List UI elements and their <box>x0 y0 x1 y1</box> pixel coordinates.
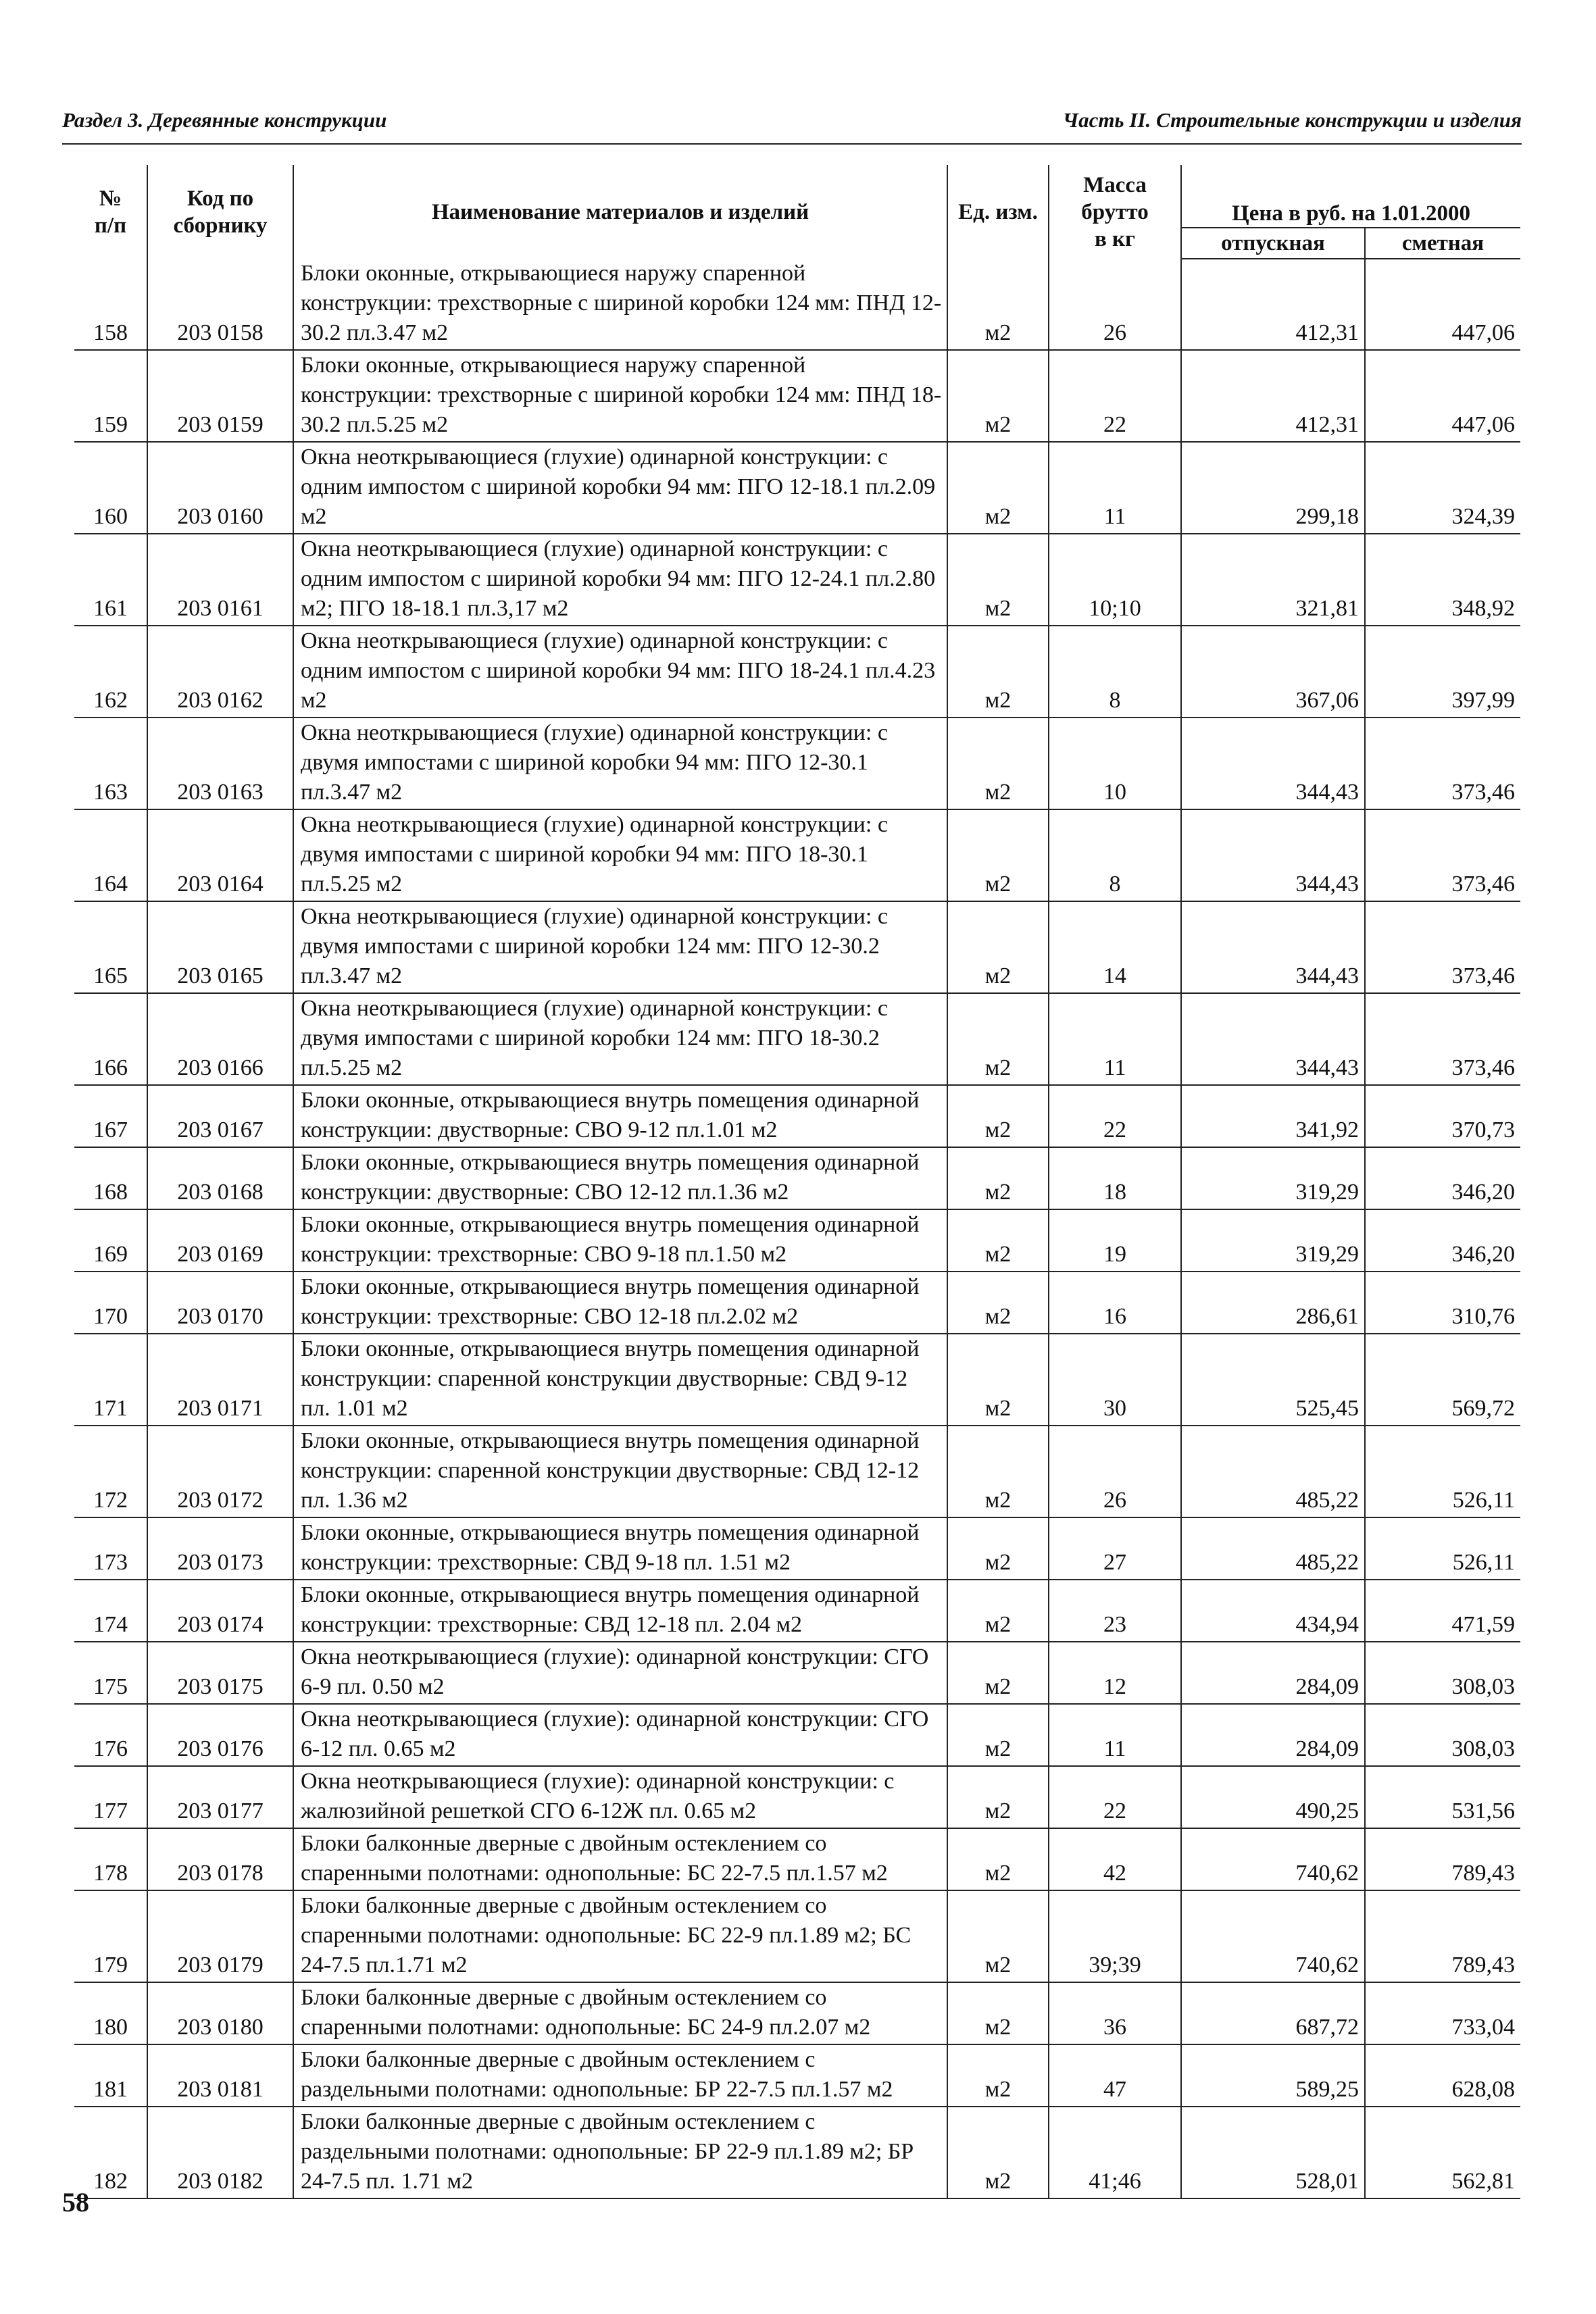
table-row <box>74 1580 1520 1642</box>
section-title: Раздел 3. Деревянные конструкции <box>62 108 387 132</box>
row-price-estimate: 370,73 <box>1451 1117 1515 1142</box>
row-number: 167 <box>74 1085 147 1147</box>
row-mass: 22 <box>1049 1766 1181 1828</box>
row-unit: м2 <box>947 1580 1049 1642</box>
price-table <box>74 165 1520 2199</box>
row-name: Окна неоткрывающиеся (глухие) одинарной конструкции: с одним импостом с шириной коробки 94 мм: ПГО 12-24.1 пл.2.80 м2; ПГО 18-18.1 пл.3,17 м2 <box>293 534 947 626</box>
part-title: Часть II. Строительные конструкции и изделия <box>1062 108 1522 132</box>
row-mass: 12 <box>1049 1642 1181 1704</box>
row-mass: 8 <box>1049 626 1181 718</box>
row-mass: 41;46 <box>1049 2107 1181 2198</box>
row-mass: 30 <box>1049 1334 1181 1426</box>
row-price-release: 490,25 <box>1181 1766 1365 1828</box>
table-body <box>74 259 1520 2198</box>
row-unit: м2 <box>947 1517 1049 1580</box>
row-code: 203 0168 <box>147 1147 293 1209</box>
row-code: 203 0165 <box>147 901 293 993</box>
row-price-release: 485,22 <box>1181 1426 1365 1517</box>
row-unit: м2 <box>947 993 1049 1085</box>
row-unit: м2 <box>947 901 1049 993</box>
row-code: 203 0159 <box>147 350 293 442</box>
row-unit: м2 <box>947 1828 1049 1890</box>
row-unit: м2 <box>947 1982 1049 2044</box>
row-price-release: 412,31 <box>1181 259 1365 350</box>
table-row <box>74 1828 1520 1890</box>
row-name: Блоки балконные дверные с двойным остеклением со спаренными полотнами: однопольные: БС 22-7.5 пл.1.57 м2 <box>293 1828 947 1890</box>
row-mass: 19 <box>1049 1209 1181 1272</box>
row-price-release: 740,62 <box>1181 1828 1365 1890</box>
row-name: Блоки оконные, открывающиеся внутрь помещения одинарной конструкции: трехстворные: СВД 12-18 пл. 2.04 м2 <box>293 1580 947 1642</box>
row-price-estimate: 447,06 <box>1451 320 1515 345</box>
row-name: Окна неоткрывающиеся (глухие) одинарной конструкции: с одним импостом с шириной коробки 94 мм: ПГО 18-24.1 пл.4.23 м2 <box>293 626 947 718</box>
table-row <box>74 1890 1520 1982</box>
row-number: 163 <box>74 718 147 809</box>
row-mass: 16 <box>1049 1272 1181 1334</box>
table-row <box>74 350 1520 442</box>
row-name: Окна неоткрывающиеся (глухие): одинарной конструкции: СГО 6-9 пл. 0.50 м2 <box>293 1642 947 1704</box>
row-name: Окна неоткрывающиеся (глухие) одинарной конструкции: с одним импостом с шириной коробки 94 мм: ПГО 12-18.1 пл.2.09 м2 <box>293 442 947 534</box>
row-mass: 10;10 <box>1049 534 1181 626</box>
row-unit: м2 <box>947 2044 1049 2107</box>
row-name: Блоки оконные, открывающиеся внутрь помещения одинарной конструкции: двустворные: СВО 9-12 пл.1.01 м2 <box>293 1085 947 1147</box>
row-price-estimate: 526,11 <box>1452 1550 1515 1575</box>
row-unit: м2 <box>947 1890 1049 1982</box>
row-number: 177 <box>74 1766 147 1828</box>
row-price-release: 528,01 <box>1181 2107 1365 2198</box>
row-code: 203 0173 <box>147 1517 293 1580</box>
row-unit: м2 <box>947 1704 1049 1766</box>
table-row <box>74 1426 1520 1517</box>
row-code: 203 0164 <box>147 809 293 901</box>
row-price-estimate: 348,92 <box>1451 596 1515 621</box>
row-price-release: 344,43 <box>1181 901 1365 993</box>
table-row <box>74 1766 1520 1828</box>
row-mass: 18 <box>1049 1147 1181 1209</box>
row-unit: м2 <box>947 809 1049 901</box>
row-price-estimate: 308,03 <box>1451 1736 1515 1761</box>
row-mass: 23 <box>1049 1580 1181 1642</box>
column-header-code <box>147 165 293 259</box>
row-mass: 22 <box>1049 350 1181 442</box>
row-unit: м2 <box>947 1642 1049 1704</box>
row-number: 161 <box>74 534 147 626</box>
row-mass: 26 <box>1049 259 1181 350</box>
row-price-estimate: 373,46 <box>1451 780 1515 805</box>
table-row <box>74 442 1520 534</box>
row-name: Блоки балконные дверные с двойным остеклением с раздельными полотнами: однопольные: БР 22-9 пл.1.89 м2; БР 24-7.5 пл. 1.71 м2 <box>293 2107 947 2198</box>
row-unit: м2 <box>947 442 1049 534</box>
mass-header-line2: брутто <box>1081 199 1149 224</box>
row-number: 171 <box>74 1334 147 1426</box>
column-header-price-group: Цена в руб. на 1.01.2000 <box>1181 165 1520 228</box>
row-code: 203 0160 <box>147 442 293 534</box>
mass-header-line1: Масса <box>1083 172 1147 197</box>
row-code: 203 0178 <box>147 1828 293 1890</box>
row-price-estimate: 628,08 <box>1451 2077 1515 2102</box>
row-name: Окна неоткрывающиеся (глухие) одинарной конструкции: с двумя импостами с шириной коробки 124 мм: ПГО 18-30.2 пл.5.25 м2 <box>293 993 947 1085</box>
row-number: 169 <box>74 1209 147 1272</box>
row-mass: 36 <box>1049 1982 1181 2044</box>
row-price-estimate: 346,20 <box>1451 1242 1515 1267</box>
row-name: Блоки оконные, открывающиеся внутрь помещения одинарной конструкции: трехстворные: СВО 12-18 пл.2.02 м2 <box>293 1272 947 1334</box>
row-number: 174 <box>74 1580 147 1642</box>
row-unit: м2 <box>947 1085 1049 1147</box>
row-unit: м2 <box>947 2107 1049 2198</box>
row-number: 173 <box>74 1517 147 1580</box>
row-number: 160 <box>74 442 147 534</box>
row-price-estimate: 373,46 <box>1451 963 1515 988</box>
row-code: 203 0176 <box>147 1704 293 1766</box>
table-row <box>74 259 1520 350</box>
table-row <box>74 626 1520 718</box>
row-name: Окна неоткрывающиеся (глухие): одинарной конструкции: СГО 6-12 пл. 0.65 м2 <box>293 1704 947 1766</box>
row-price-estimate: 789,43 <box>1451 1861 1515 1886</box>
header-rule <box>62 143 1522 145</box>
row-code: 203 0162 <box>147 626 293 718</box>
row-code: 203 0181 <box>147 2044 293 2107</box>
column-header-price-estimate: сметная <box>1365 228 1520 259</box>
row-price-release: 740,62 <box>1181 1890 1365 1982</box>
table-row <box>74 534 1520 626</box>
row-price-release: 589,25 <box>1181 2044 1365 2107</box>
row-number: 181 <box>74 2044 147 2107</box>
table-header <box>74 165 1520 259</box>
row-price-release: 286,61 <box>1181 1272 1365 1334</box>
row-price-release: 299,18 <box>1181 442 1365 534</box>
row-unit: м2 <box>947 350 1049 442</box>
row-number: 179 <box>74 1890 147 1982</box>
row-price-release: 341,92 <box>1181 1085 1365 1147</box>
code-header-line2: сборнику <box>173 213 268 238</box>
row-mass: 8 <box>1049 809 1181 901</box>
row-code: 203 0170 <box>147 1272 293 1334</box>
row-mass: 42 <box>1049 1828 1181 1890</box>
row-number: 175 <box>74 1642 147 1704</box>
table-row <box>74 1517 1520 1580</box>
row-number: 166 <box>74 993 147 1085</box>
row-unit: м2 <box>947 1426 1049 1517</box>
row-code: 203 0158 <box>147 259 293 350</box>
running-header <box>62 108 1522 142</box>
row-price-release: 344,43 <box>1181 809 1365 901</box>
row-code: 203 0163 <box>147 718 293 809</box>
table-row <box>74 1209 1520 1272</box>
row-price-release: 525,45 <box>1181 1334 1365 1426</box>
row-price-estimate: 324,39 <box>1451 504 1515 529</box>
row-unit: м2 <box>947 1334 1049 1426</box>
row-mass: 14 <box>1049 901 1181 993</box>
row-price-estimate: 733,04 <box>1451 2015 1515 2040</box>
row-code: 203 0171 <box>147 1334 293 1426</box>
row-mass: 47 <box>1049 2044 1181 2107</box>
row-number: 172 <box>74 1426 147 1517</box>
row-price-release: 284,09 <box>1181 1642 1365 1704</box>
row-price-estimate: 569,72 <box>1451 1396 1515 1421</box>
row-name: Блоки оконные, открывающиеся наружу спаренной конструкции: трехстворные с шириной коробки 124 мм: ПНД 18-30.2 пл.5.25 м2 <box>293 350 947 442</box>
row-number: 176 <box>74 1704 147 1766</box>
row-price-estimate: 562,81 <box>1451 2169 1515 2194</box>
row-code: 203 0167 <box>147 1085 293 1147</box>
row-price-release: 319,29 <box>1181 1209 1365 1272</box>
row-code: 203 0161 <box>147 534 293 626</box>
row-code: 203 0182 <box>147 2107 293 2198</box>
row-price-estimate: 346,20 <box>1451 1180 1515 1205</box>
table-row <box>74 1334 1520 1426</box>
code-header-line1: Код по <box>186 186 254 211</box>
row-price-release: 687,72 <box>1181 1982 1365 2044</box>
row-price-estimate: 397,99 <box>1451 688 1515 713</box>
row-code: 203 0172 <box>147 1426 293 1517</box>
row-price-release: 344,43 <box>1181 718 1365 809</box>
row-price-release: 367,06 <box>1181 626 1365 718</box>
row-code: 203 0169 <box>147 1209 293 1272</box>
row-unit: м2 <box>947 1272 1049 1334</box>
row-unit: м2 <box>947 1147 1049 1209</box>
row-mass: 10 <box>1049 718 1181 809</box>
row-name: Блоки балконные дверные с двойным остеклением с раздельными полотнами: однопольные: БР 22-7.5 пл.1.57 м2 <box>293 2044 947 2107</box>
row-mass: 22 <box>1049 1085 1181 1147</box>
row-price-release: 321,81 <box>1181 534 1365 626</box>
row-code: 203 0180 <box>147 1982 293 2044</box>
row-name: Блоки оконные, открывающиеся внутрь помещения одинарной конструкции: двустворные: СВО 12-12 пл.1.36 м2 <box>293 1147 947 1209</box>
row-number: 180 <box>74 1982 147 2044</box>
row-unit: м2 <box>947 1209 1049 1272</box>
row-price-release: 284,09 <box>1181 1704 1365 1766</box>
table-row <box>74 2107 1520 2198</box>
row-mass: 26 <box>1049 1426 1181 1517</box>
row-price-estimate: 531,56 <box>1451 1799 1515 1823</box>
table-row <box>74 1085 1520 1147</box>
row-unit: м2 <box>947 534 1049 626</box>
row-code: 203 0174 <box>147 1580 293 1642</box>
row-name: Окна неоткрывающиеся (глухие): одинарной конструкции: с жалюзийной решеткой СГО 6-12Ж пл. 0.65 м2 <box>293 1766 947 1828</box>
row-mass: 39;39 <box>1049 1890 1181 1982</box>
table-row <box>74 1147 1520 1209</box>
row-number: 165 <box>74 901 147 993</box>
row-price-estimate: 308,03 <box>1451 1674 1515 1699</box>
row-number: 168 <box>74 1147 147 1209</box>
row-price-release: 485,22 <box>1181 1517 1365 1580</box>
table-row <box>74 901 1520 993</box>
table-row <box>74 1704 1520 1766</box>
row-number: 182 <box>74 2107 147 2198</box>
row-number: 170 <box>74 1272 147 1334</box>
row-price-estimate: 526,11 <box>1452 1488 1515 1513</box>
table-row <box>74 2044 1520 2107</box>
row-number: 162 <box>74 626 147 718</box>
row-number: 164 <box>74 809 147 901</box>
row-price-estimate: 310,76 <box>1451 1304 1515 1329</box>
row-price-estimate: 373,46 <box>1451 872 1515 897</box>
no-header-line2: п/п <box>94 213 127 238</box>
column-header-name: Наименование материалов и изделий <box>293 165 947 259</box>
table-row <box>74 1642 1520 1704</box>
row-price-estimate: 447,06 <box>1451 412 1515 437</box>
row-name: Окна неоткрывающиеся (глухие) одинарной конструкции: с двумя импостами с шириной коробки 94 мм: ПГО 12-30.1 пл.3.47 м2 <box>293 718 947 809</box>
column-header-price-release: отпускная <box>1181 228 1365 259</box>
row-name: Блоки оконные, открывающиеся наружу спаренной конструкции: трехстворные с шириной коробки 124 мм: ПНД 12-30.2 пл.3.47 м2 <box>293 259 947 350</box>
table-row <box>74 1272 1520 1334</box>
row-code: 203 0179 <box>147 1890 293 1982</box>
row-number: 158 <box>74 259 147 350</box>
row-mass: 27 <box>1049 1517 1181 1580</box>
row-name: Блоки балконные дверные с двойным остеклением со спаренными полотнами: однопольные: БС 22-9 пл.1.89 м2; БС 24-7.5 пл.1.71 м2 <box>293 1890 947 1982</box>
table-row <box>74 993 1520 1085</box>
row-code: 203 0175 <box>147 1642 293 1704</box>
column-header-mass <box>1049 165 1181 259</box>
row-number: 178 <box>74 1828 147 1890</box>
row-name: Блоки оконные, открывающиеся внутрь помещения одинарной конструкции: трехстворные: СВД 9-18 пл. 1.51 м2 <box>293 1517 947 1580</box>
row-price-estimate: 789,43 <box>1451 1953 1515 1978</box>
table-row <box>74 1982 1520 2044</box>
row-unit: м2 <box>947 1766 1049 1828</box>
row-name: Блоки оконные, открывающиеся внутрь помещения одинарной конструкции: трехстворные: СВО 9-18 пл.1.50 м2 <box>293 1209 947 1272</box>
table-row <box>74 718 1520 809</box>
row-mass: 11 <box>1049 1704 1181 1766</box>
row-name: Окна неоткрывающиеся (глухие) одинарной конструкции: с двумя импостами с шириной коробки 124 мм: ПГО 12-30.2 пл.3.47 м2 <box>293 901 947 993</box>
row-name: Окна неоткрывающиеся (глухие) одинарной конструкции: с двумя импостами с шириной коробки 94 мм: ПГО 18-30.1 пл.5.25 м2 <box>293 809 947 901</box>
column-header-unit: Ед. изм. <box>947 165 1049 259</box>
column-header-no <box>74 165 147 259</box>
row-code: 203 0177 <box>147 1766 293 1828</box>
row-name: Блоки балконные дверные с двойным остеклением со спаренными полотнами: однопольные: БС 24-9 пл.2.07 м2 <box>293 1982 947 2044</box>
row-price-release: 412,31 <box>1181 350 1365 442</box>
row-price-estimate: 471,59 <box>1451 1612 1515 1637</box>
mass-header-line3: в кг <box>1094 226 1136 251</box>
row-price-release: 434,94 <box>1181 1580 1365 1642</box>
row-name: Блоки оконные, открывающиеся внутрь помещения одинарной конструкции: спаренной конструкции двустворные: СВД 12-12 пл. 1.36 м2 <box>293 1426 947 1517</box>
row-number: 159 <box>74 350 147 442</box>
row-price-estimate: 373,46 <box>1451 1055 1515 1080</box>
row-price-release: 319,29 <box>1181 1147 1365 1209</box>
row-code: 203 0166 <box>147 993 293 1085</box>
row-unit: м2 <box>947 718 1049 809</box>
row-unit: м2 <box>947 259 1049 350</box>
row-unit: м2 <box>947 626 1049 718</box>
row-mass: 11 <box>1049 442 1181 534</box>
row-price-release: 344,43 <box>1181 993 1365 1085</box>
row-name: Блоки оконные, открывающиеся внутрь помещения одинарной конструкции: спаренной конструкции двустворные: СВД 9-12 пл. 1.01 м2 <box>293 1334 947 1426</box>
row-mass: 11 <box>1049 993 1181 1085</box>
page-number: 58 <box>62 2187 89 2217</box>
no-header-line1: № <box>99 186 122 211</box>
table-row <box>74 809 1520 901</box>
